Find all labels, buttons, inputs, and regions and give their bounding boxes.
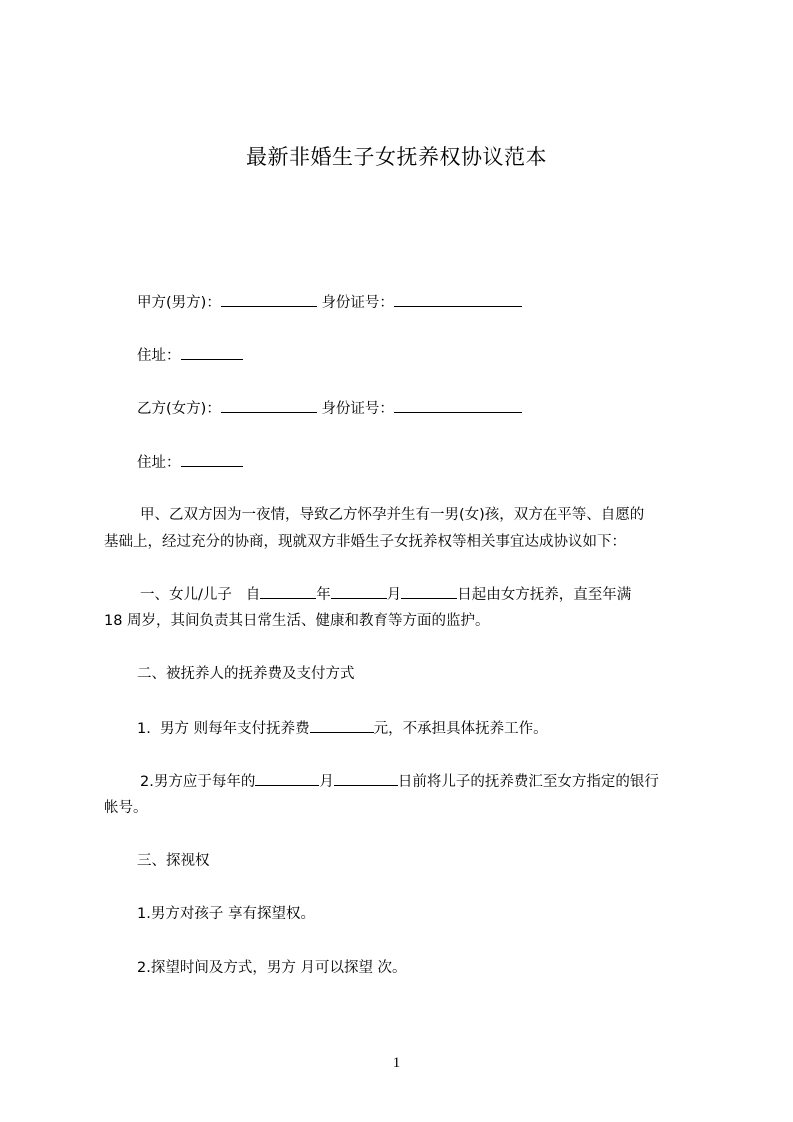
party-b-label: 乙方(女方)： [137,401,221,417]
clause-1-text-d: 日起由女方抚养，直至年满 [457,587,632,603]
preamble-line-1: 甲、乙双方因为一夜情，导致乙方怀孕并生有一男(女)孩，双方在平等、自愿的 [140,507,645,523]
section-2-item-2-line-1 [140,771,659,792]
party-a-name-blank [221,292,317,307]
party-b-id-blank [394,398,522,413]
page-number: 1 [392,1055,401,1071]
section-2-item-2-text-b: 月 [319,774,334,790]
clause-1-day-blank [401,584,457,599]
preamble-line-2: 基础上，经过充分的协商，现就双方非婚生子女抚养权等相关事宜达成协议如下： [104,534,626,550]
clause-1-month-blank [331,584,387,599]
section-2-item-2-text-a: 2.男方应于每年的 [140,774,256,790]
clause-1-year-blank [260,584,316,599]
clause-1-text-b: 年 [316,587,331,603]
section-2-item-1 [137,718,548,739]
address-a-blank [181,345,243,360]
clause-1-line-1 [140,584,631,605]
party-b-line [137,398,522,419]
address-a-line [137,345,243,366]
section-3-heading: 三、探视权 [137,853,210,869]
address-a-label: 住址： [137,348,181,364]
party-b-name-blank [221,398,317,413]
section-2-heading: 二、被抚养人的抚养费及支付方式 [137,666,355,682]
address-b-label: 住址： [137,455,181,471]
party-a-id-label: 身份证号： [321,295,394,311]
document-title: 最新非婚生子女抚养权协议范本 [246,145,547,169]
section-3-item-1: 1.男方对孩子 享有探望权。 [137,906,315,922]
section-2-item-2-line-2: 帐号。 [104,800,148,816]
party-a-line [137,292,522,313]
clause-1-text-a: 一、女儿/儿子 自 [140,587,261,603]
section-2-item-1-text-b: 元，不承担具体抚养工作。 [373,721,548,737]
clause-1-line-2: 18 周岁，其间负责其日常生活、健康和教育等方面的监护。 [104,613,490,629]
party-a-id-blank [394,292,522,307]
clause-1-text-c: 月 [386,587,402,603]
address-b-blank [181,452,243,467]
payment-day-blank [334,771,398,786]
section-2-item-2-text-c: 日前将儿子的抚养费汇至女方指定的银行 [397,774,659,790]
support-amount-blank [310,718,374,733]
payment-month-blank [255,771,319,786]
party-b-id-label: 身份证号： [321,401,394,417]
section-3-item-2: 2.探望时间及方式，男方 月可以探望 次。 [137,960,407,976]
section-2-item-1-text-a: 1. 男方 则每年支付抚养费 [137,721,310,737]
party-a-label: 甲方(男方)： [137,295,221,311]
address-b-line [137,452,243,473]
